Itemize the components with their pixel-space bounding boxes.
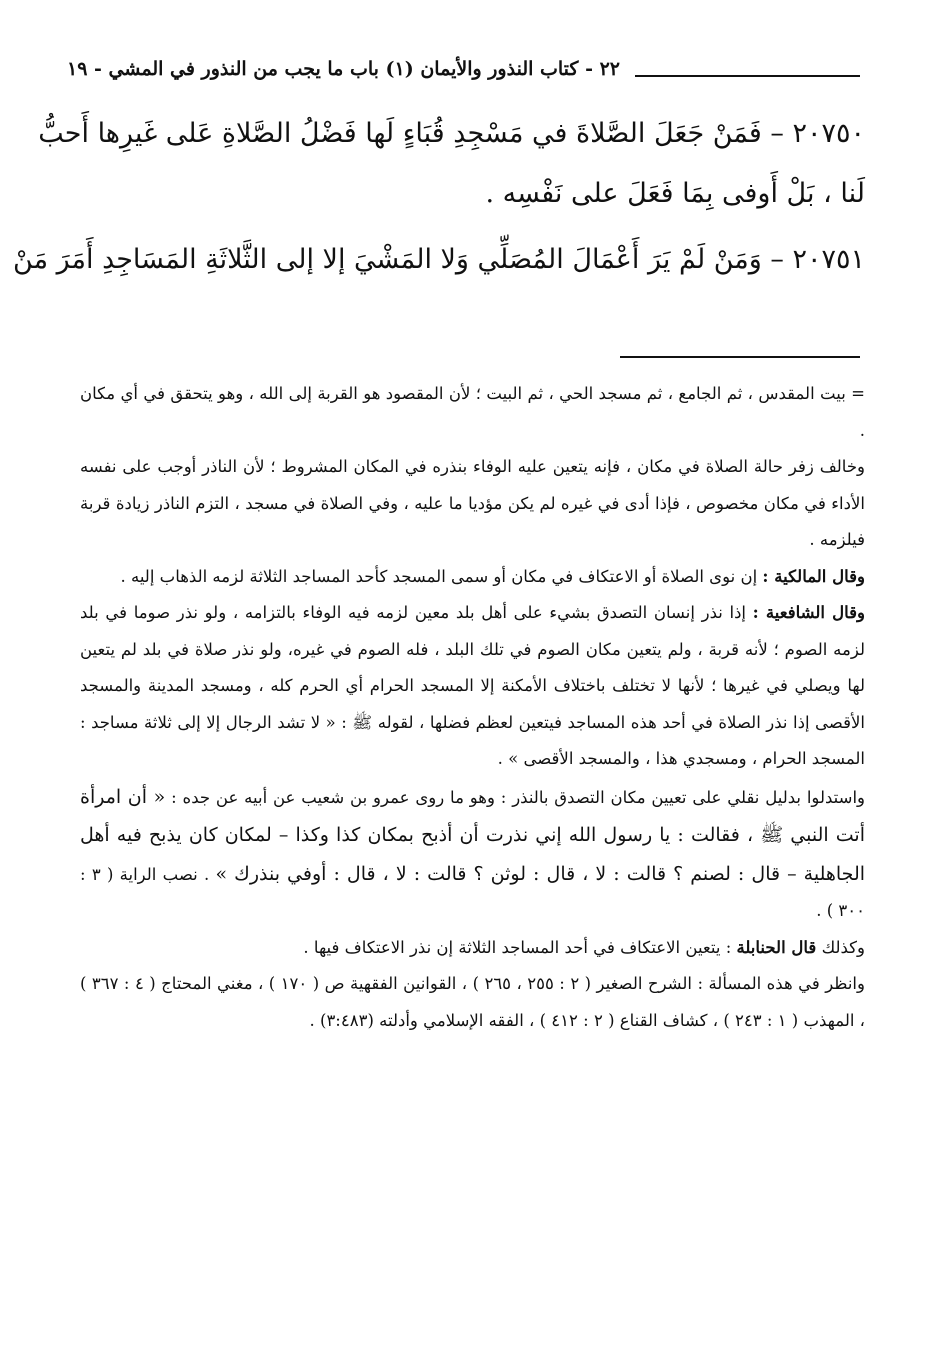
footnotes (80, 376, 865, 1039)
main-line-2: لَنا ، بَلْ أَوفى بِمَا فَعَلَ على نَفْسِه . (485, 178, 865, 209)
maliki-heading: وقال المالكية : (762, 566, 865, 586)
footnote-paragraph-3 (80, 559, 865, 596)
header-title: ٢٢ - كتاب النذور والأيمان (١) باب ما يجب من النذور في المشي - ١٩ (67, 58, 620, 80)
footnote-paragraph-6 (80, 930, 865, 967)
header-rule (635, 75, 860, 77)
footnote-paragraph-1: = بيت المقدس ، ثم الجامع ، ثم مسجد الحي ، ثم البيت ؛ لأن المقصود هو القربة إلى الله ، وهو يتحقق في أي مكان . (80, 384, 865, 440)
footnote-paragraph-5 (80, 778, 865, 930)
maliki-text: إن نوى الصلاة أو الاعتكاف في مكان أو سمى المسجد كأحد المساجد الثلاثة لزمه الذهاب إليه . (120, 566, 763, 586)
hadith-quote: « أن امرأة أتت النبي ﷺ ، فقالت : يا رسول الله إني نذرت أن أذبح بمكان كذا وكذا – لمكان كان يذبح فيه أهل الجاهلية – قال : لصنم ؟ قالت : لا ، قال : لوثن ؟ قالت : لا ، قال : أوفي بنذرك » (80, 785, 866, 885)
shafii-text: إذا نذر إنسان التصدق بشيء على أهل بلد معين لزمه فيه الوفاء بالتزامه ، ولو نذر صوما في بلد لزمه الصوم ؛ لأنه قربة ، ولم يتعين مكان الصوم في تلك البلد ، فله الصوم في غيره، ولو نذر صلاة في بلد لم يتعين لها ويصلي في غيرها ؛ لأنها لا تختلف باختلاف الأمكنة إلا المسجد الحرام أي الحرم كله ، ومسجد المدينة والمسجد الأقصى إذا نذر الصلاة في أحد هذه المساجد فيتعين لعظم فضلها ، لقوله ﷺ : « لا تشد الرجال إلا إلى ثلاثة مساجد : المسجد الحرام ، ومسجدي هذا ، والمسجد الأقصى » . (80, 603, 865, 768)
main-text (13, 115, 865, 301)
hanbali-heading: قال الحنابلة (736, 937, 817, 957)
hanbali-lead: وكذلك (816, 937, 865, 957)
footnote-paragraph-7: وانظر في هذه المسألة : الشرح الصغير ( ٢ : ٢٥٥ ، ٢٦٥ ) ، القوانين الفقهية ص ( ١٧٠ ) ، مغني المحتاج ( ٤ : ٣٦٧ ) ، المهذب ( ١ : ٢٤٣ ) ، كشاف القناع ( ٢ : ٤١٢ ) ، الفقه الإسلامي وأدلته (٣:٤٨٣) . (80, 974, 865, 1030)
footnote-paragraph-2: وخالف زفر حالة الصلاة في مكان ، فإنه يتعين عليه الوفاء بنذره في المكان المشروط ؛ لأن الناذر أوجب على نفسه الأداء في مكان مخصوص ، فإذا أدى في غيره لم يكن مؤديا ما عليه ، وفي الصلاة في مسجد ، التزم الناذر زيادة قربة فيلزمه . (80, 457, 865, 549)
shafii-heading: وقال الشافعية : (752, 603, 865, 622)
footnote-paragraph-4 (80, 595, 865, 778)
main-line-1: ٢٠٧٥٠ – فَمَنْ جَعَلَ الصَّلاةَ في مَسْجِدِ قُبَاءٍ لَها فَضْلُ الصَّلاةِ عَلى غَيرِها أَحبُّ (38, 118, 865, 149)
main-line-3: ٢٠٧٥١ – وَمَنْ لَمْ يَرَ أَعْمَالَ المُصَلِّي وَلا المَشْيَ إلا إلى الثَّلاثَةِ المَسَاجِدِ أَمَرَ مَنْ (13, 244, 865, 275)
hadith-reference: . نصب الراية ( ٣ : ٣٠٠ ) . (80, 864, 865, 920)
hanbali-text: : يتعين الاعتكاف في أحد المساجد الثلاثة إن نذر الاعتكاف فيها . (303, 937, 737, 957)
footnote-rule (620, 356, 860, 358)
evidence-text: واستدلوا بدليل نقلي على تعيين مكان التصدق بالنذر : وهو ما روى عمرو بن شعيب عن أبيه عن جده : (165, 787, 865, 807)
running-header (67, 58, 860, 92)
